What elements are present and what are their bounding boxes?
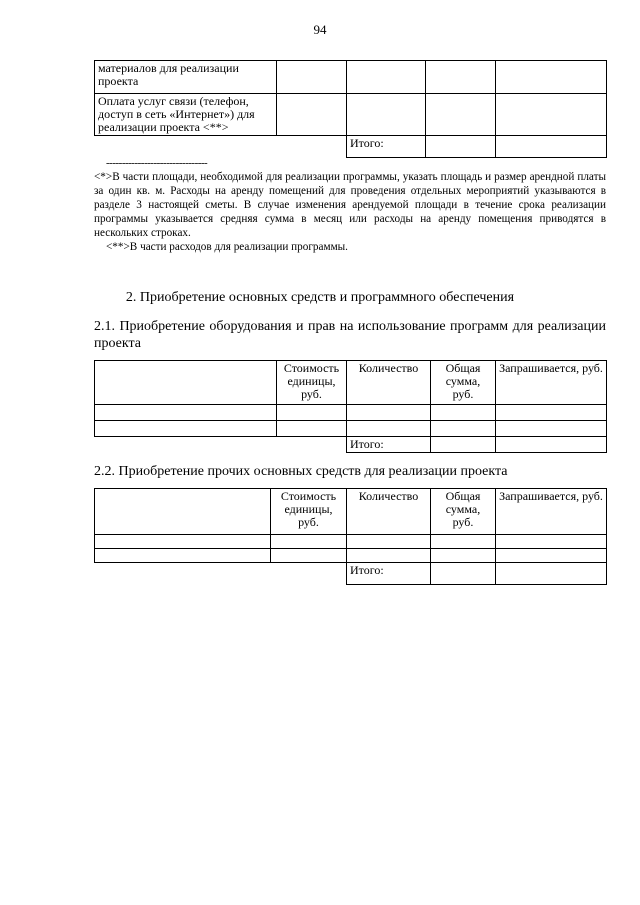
total-label: Итого: [347,136,426,158]
equipment-table [94,360,607,453]
row-label: Оплата услуг связи (телефон, доступ в сеть «Интернет») для реализации проекта <**> [95,94,277,136]
total-row [95,563,607,585]
page-number: 94 [313,22,327,37]
table-row [95,535,607,549]
footnote-1: <*>В части площади, необходимой для реализации программы, указать площадь и размер арендной платы за один кв. м. Расходы на аренду помещений для проведения отдельных мероприятий указываются в разделе 3 настоящей сметы. В случае изменения арендуемой площади в течение срока реализации программы указывается средняя сумма в месяц или расходы на аренду помещения приводятся в нескольких строках. [94,171,606,239]
footnotes [94,170,606,254]
total-label: Итого: [347,437,431,453]
table-row [95,94,607,136]
header-total-sum: Общая сумма, руб. [431,361,496,405]
header-requested: Запрашивается, руб. [496,361,607,405]
subsection-2-2-title: 2.2. Приобретение прочих основных средств для реализации проекта [94,464,508,479]
total-row [95,437,607,453]
table-row [95,421,607,437]
header-total-sum: Общая сумма, руб. [431,489,496,535]
header-quantity: Количество [347,361,431,405]
other-assets-table [94,488,607,585]
table-header-row [95,361,607,405]
table-row [95,549,607,563]
table-header-row [95,489,607,535]
section-title: 2. Приобретение основных средств и программного обеспечения [125,290,515,305]
header-quantity: Количество [347,489,431,535]
header-requested: Запрашивается, руб. [496,489,607,535]
header-unit-cost: Стоимость единицы, руб. [277,361,347,405]
footnote-separator: -------------------------------- [106,157,208,169]
total-label: Итого: [347,563,431,585]
table-row [95,61,607,94]
header-unit-cost: Стоимость единицы, руб. [271,489,347,535]
row-label: материалов для реализации проекта [95,61,277,94]
footnote-2: <**>В части расходов для реализации программы. [106,241,348,253]
expenses-table-continued [94,60,607,158]
table-row [95,405,607,421]
total-row [95,136,607,158]
subsection-2-1-title: 2.1. Приобретение оборудования и прав на использование программ для реализации проекта [94,319,606,351]
